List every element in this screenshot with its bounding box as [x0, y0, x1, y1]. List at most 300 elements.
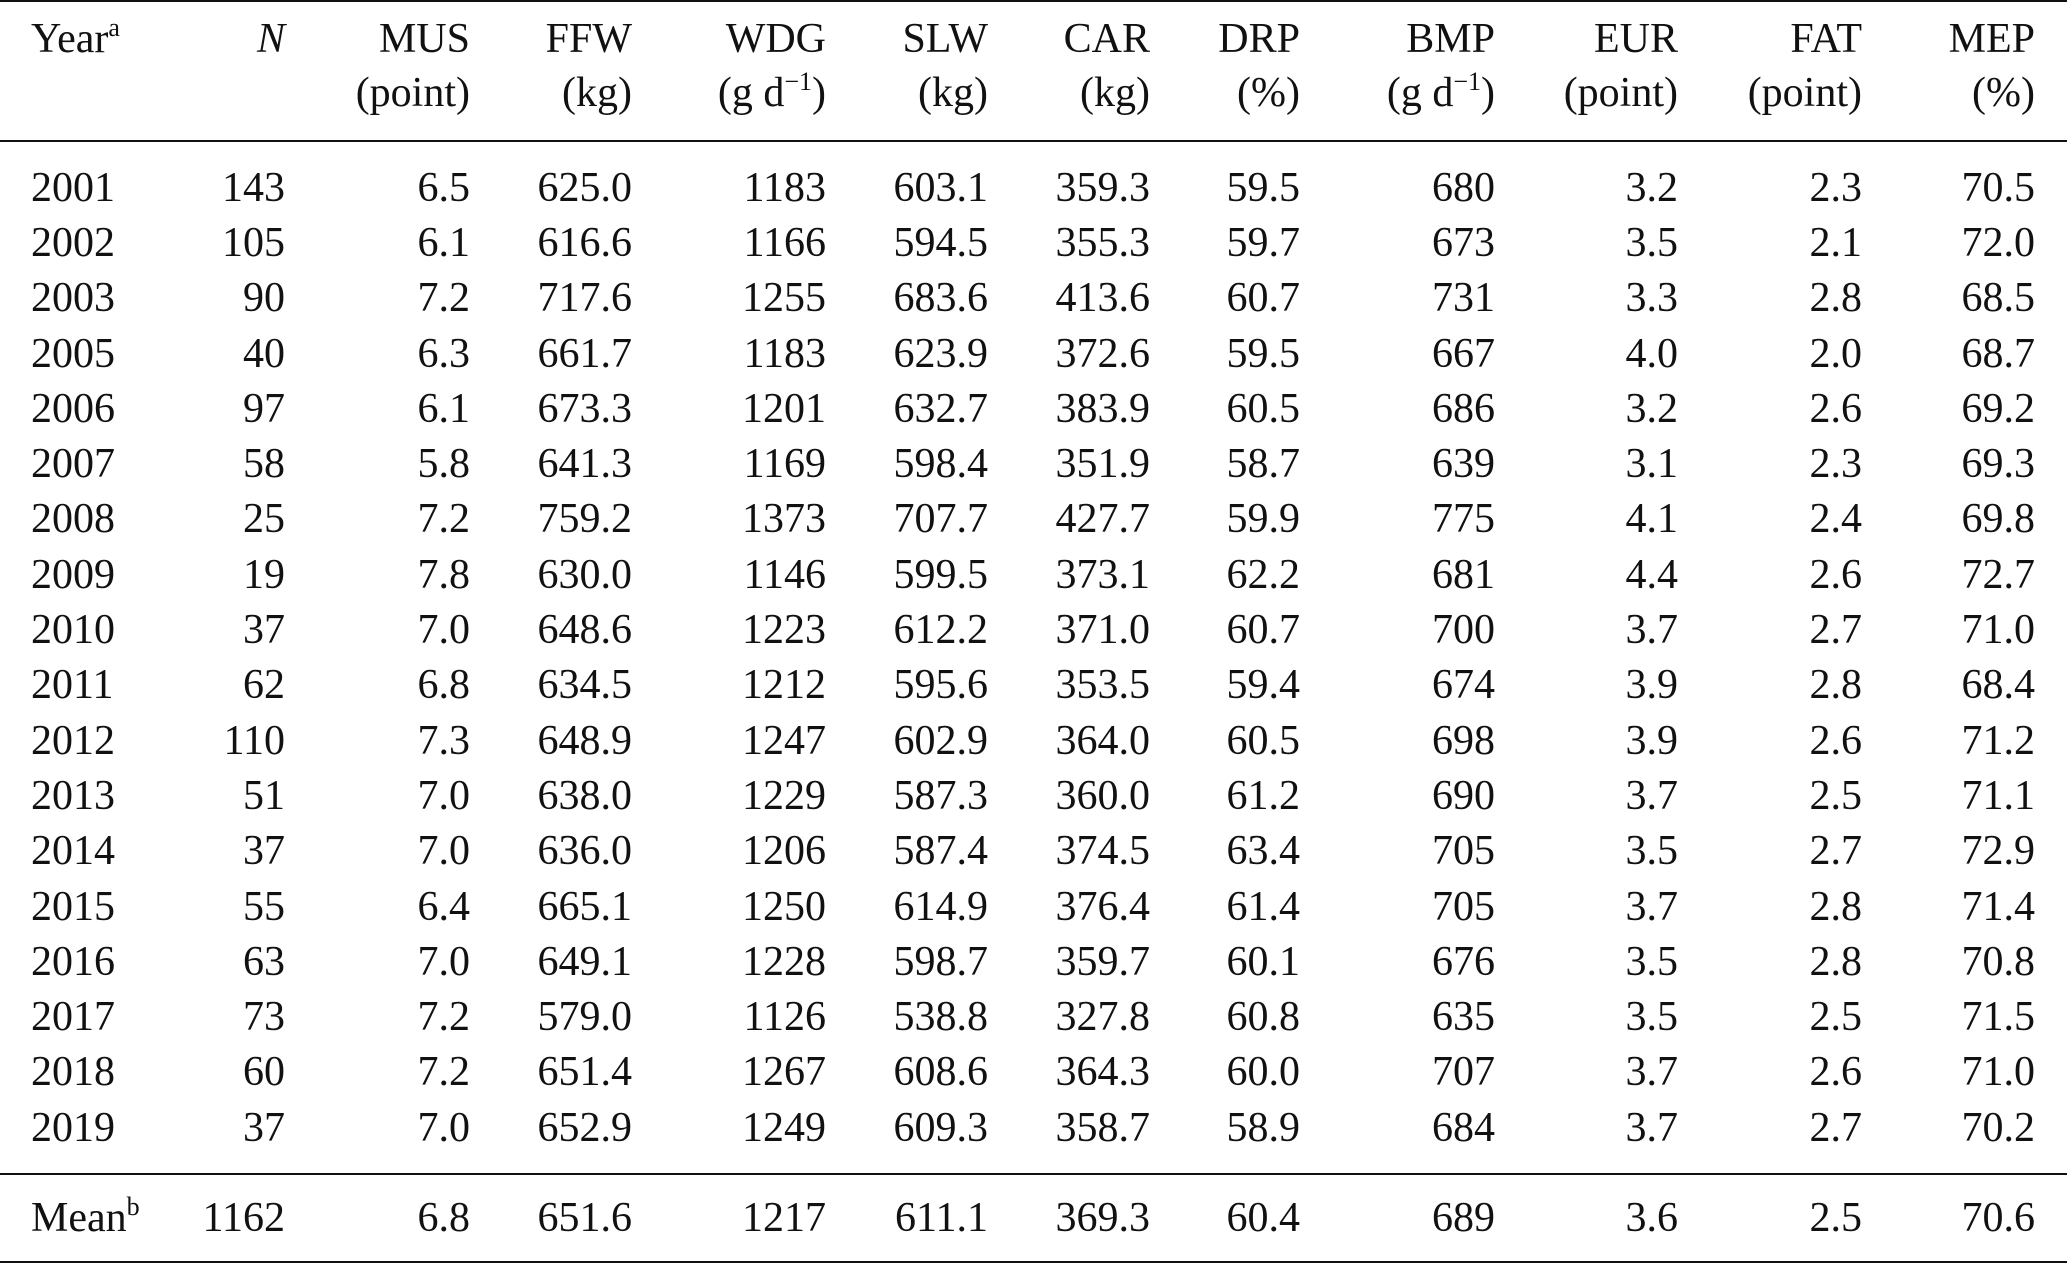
value-cell: 636.0	[537, 828, 632, 875]
value-cell: 686	[1432, 385, 1495, 432]
column-header-label: EUR	[1594, 16, 1678, 62]
value-cell: 707.7	[893, 496, 988, 543]
column-unit	[1525, 62, 1708, 141]
value-cell: 639	[1432, 441, 1495, 488]
value-cell: 3.9	[1625, 717, 1678, 764]
value-cell: 7.0	[417, 1104, 470, 1151]
spacer-cell	[0, 1155, 2067, 1174]
mean-value-cell: 689	[1330, 1174, 1525, 1262]
column-unit	[1330, 62, 1525, 141]
value-cell: 71.4	[1961, 883, 2035, 930]
value-cell: 594.5	[893, 219, 988, 266]
column-header	[1525, 1, 1708, 62]
value-cell: 4.0	[1625, 330, 1678, 377]
value-cell: 383.9	[1055, 385, 1150, 432]
column-unit	[200, 62, 315, 141]
unit-label: (point)	[1747, 70, 1862, 116]
value-cell: 37	[243, 1104, 285, 1151]
value-cell: 68.4	[1961, 662, 2035, 709]
column-header	[315, 1, 500, 62]
value-cell: 413.6	[1055, 275, 1150, 322]
value-cell: 1247	[742, 717, 826, 764]
column-unit	[1708, 62, 1892, 141]
value-cell: 73	[243, 994, 285, 1041]
column-header	[856, 1, 1018, 62]
value-cell: 638.0	[537, 772, 632, 819]
column-header-label: WDG	[725, 16, 826, 62]
value-cell: 648.6	[537, 607, 632, 654]
value-cell: 7.0	[417, 828, 470, 875]
value-cell: 58	[243, 441, 285, 488]
value-cell: 353.5	[1055, 662, 1150, 709]
value-cell: 68.5	[1961, 275, 2035, 322]
value-cell: 7.0	[417, 772, 470, 819]
value-cell: 359.7	[1055, 938, 1150, 985]
value-cell: 598.7	[893, 938, 988, 985]
value-cell: 1169	[743, 441, 826, 488]
value-cell: 25	[243, 496, 285, 543]
value-cell: 2.8	[1809, 883, 1862, 930]
year-cell: 2002	[31, 219, 115, 266]
value-cell: 630.0	[537, 551, 632, 598]
value-cell: 1373	[742, 496, 826, 543]
value-cell: 7.0	[417, 938, 470, 985]
table-row	[0, 141, 2067, 215]
value-cell: 5.8	[417, 441, 470, 488]
value-cell: 599.5	[893, 551, 988, 598]
value-cell: 602.9	[893, 717, 988, 764]
value-cell: 372.6	[1055, 330, 1150, 377]
value-cell: 63.4	[1226, 828, 1300, 875]
column-unit	[500, 62, 662, 141]
value-cell: 3.5	[1625, 938, 1678, 985]
value-cell: 667	[1432, 330, 1495, 377]
unit-label: (%)	[1237, 70, 1300, 116]
value-cell: 661.7	[537, 330, 632, 377]
value-cell: 705	[1432, 828, 1495, 875]
column-header	[662, 1, 856, 62]
value-cell: 3.7	[1625, 1049, 1678, 1096]
value-cell: 587.3	[893, 772, 988, 819]
value-cell: 360.0	[1055, 772, 1150, 819]
value-cell: 2.3	[1809, 441, 1862, 488]
mean-value-cell: 369.3	[1018, 1174, 1180, 1262]
year-cell: 2016	[31, 938, 115, 985]
value-cell: 60.5	[1226, 385, 1300, 432]
value-cell: 1206	[742, 828, 826, 875]
value-cell: 673	[1432, 219, 1495, 266]
value-cell: 59.9	[1226, 496, 1300, 543]
value-cell: 1146	[743, 551, 826, 598]
value-cell: 3.7	[1625, 607, 1678, 654]
value-cell: 62.2	[1226, 551, 1300, 598]
value-cell: 143	[222, 164, 285, 211]
value-cell: 7.3	[417, 717, 470, 764]
table-row	[0, 602, 2067, 657]
column-header-label: CAR	[1063, 16, 1150, 62]
value-cell: 71.0	[1961, 1049, 2035, 1096]
value-cell: 60.5	[1226, 717, 1300, 764]
year-cell: 2010	[31, 607, 115, 654]
value-cell: 775	[1432, 496, 1495, 543]
value-cell: 97	[243, 385, 285, 432]
table-row	[0, 989, 2067, 1044]
column-header	[1330, 1, 1525, 62]
value-cell: 110	[223, 717, 285, 764]
year-cell: 2013	[31, 772, 115, 819]
value-cell: 70.8	[1961, 938, 2035, 985]
value-cell: 2.7	[1809, 1104, 1862, 1151]
value-cell: 69.2	[1961, 385, 2035, 432]
value-cell: 1201	[742, 385, 826, 432]
column-header	[0, 1, 200, 62]
value-cell: 705	[1432, 883, 1495, 930]
column-header	[1708, 1, 1892, 62]
value-cell: 538.8	[893, 994, 988, 1041]
table-row	[0, 271, 2067, 326]
footnote-marker: b	[126, 1192, 140, 1222]
value-cell: 59.7	[1226, 219, 1300, 266]
value-cell: 37	[243, 607, 285, 654]
table-row	[0, 492, 2067, 547]
value-cell: 376.4	[1055, 883, 1150, 930]
value-cell: 1212	[742, 662, 826, 709]
value-cell: 60.1	[1226, 938, 1300, 985]
value-cell: 358.7	[1055, 1104, 1150, 1151]
table-row	[0, 215, 2067, 270]
value-cell: 2.0	[1809, 330, 1862, 377]
mean-value-cell: 3.6	[1525, 1174, 1708, 1262]
value-cell: 51	[243, 772, 285, 819]
value-cell: 63	[243, 938, 285, 985]
year-cell: 2014	[31, 828, 115, 875]
value-cell: 1223	[742, 607, 826, 654]
value-cell: 359.3	[1055, 164, 1150, 211]
value-cell: 2.3	[1809, 164, 1862, 211]
row-spacer	[0, 1155, 2067, 1174]
table-row	[0, 436, 2067, 491]
column-unit	[856, 62, 1018, 141]
value-cell: 19	[243, 551, 285, 598]
year-cell: 2009	[31, 551, 115, 598]
year-cell: 2003	[31, 275, 115, 322]
value-cell: 2.7	[1809, 828, 1862, 875]
value-cell: 3.5	[1625, 219, 1678, 266]
table-row	[0, 768, 2067, 823]
value-cell: 2.1	[1809, 219, 1862, 266]
value-cell: 7.2	[417, 1049, 470, 1096]
value-cell: 676	[1432, 938, 1495, 985]
value-cell: 1255	[742, 275, 826, 322]
column-header	[1018, 1, 1180, 62]
column-header-label: FFW	[545, 16, 632, 62]
value-cell: 700	[1432, 607, 1495, 654]
year-cell: 2018	[31, 1049, 115, 1096]
value-cell: 1249	[742, 1104, 826, 1151]
unit-label: (%)	[1972, 70, 2035, 116]
value-cell: 625.0	[537, 164, 632, 211]
value-cell: 90	[243, 275, 285, 322]
value-cell: 72.7	[1961, 551, 2035, 598]
value-cell: 2.7	[1809, 607, 1862, 654]
unit-label: (point)	[1563, 70, 1678, 116]
value-cell: 3.1	[1625, 441, 1678, 488]
table-row	[0, 326, 2067, 381]
year-cell: 2012	[31, 717, 115, 764]
value-cell: 651.4	[537, 1049, 632, 1096]
value-cell: 71.2	[1961, 717, 2035, 764]
year-cell: 2005	[31, 330, 115, 377]
value-cell: 327.8	[1055, 994, 1150, 1041]
value-cell: 364.0	[1055, 717, 1150, 764]
value-cell: 7.8	[417, 551, 470, 598]
value-cell: 7.2	[417, 496, 470, 543]
table-row	[0, 1100, 2067, 1155]
column-unit	[662, 62, 856, 141]
value-cell: 7.2	[417, 275, 470, 322]
value-cell: 427.7	[1055, 496, 1150, 543]
value-cell: 612.2	[893, 607, 988, 654]
value-cell: 608.6	[893, 1049, 988, 1096]
value-cell: 707	[1432, 1049, 1495, 1096]
value-cell: 673.3	[537, 385, 632, 432]
mean-row	[0, 1174, 2067, 1262]
value-cell: 2.8	[1809, 275, 1862, 322]
value-cell: 69.3	[1961, 441, 2035, 488]
value-cell: 1228	[742, 938, 826, 985]
unit-label: (kg)	[1080, 70, 1150, 116]
value-cell: 4.1	[1625, 496, 1678, 543]
value-cell: 71.1	[1961, 772, 2035, 819]
value-cell: 373.1	[1055, 551, 1150, 598]
column-header-label: N	[256, 16, 285, 62]
value-cell: 1250	[742, 883, 826, 930]
column-header-label: FAT	[1790, 16, 1862, 62]
value-cell: 374.5	[1055, 828, 1150, 875]
value-cell: 72.9	[1961, 828, 2035, 875]
value-cell: 684	[1432, 1104, 1495, 1151]
value-cell: 3.7	[1625, 1104, 1678, 1151]
value-cell: 616.6	[537, 219, 632, 266]
value-cell: 759.2	[537, 496, 632, 543]
value-cell: 634.5	[537, 662, 632, 709]
value-cell: 2.6	[1809, 385, 1862, 432]
column-header-label: BMP	[1406, 16, 1495, 62]
value-cell: 6.1	[417, 219, 470, 266]
value-cell: 71.5	[1961, 994, 2035, 1041]
column-unit	[1018, 62, 1180, 141]
value-cell: 598.4	[893, 441, 988, 488]
header-row-names	[0, 1, 2067, 62]
value-cell: 3.2	[1625, 385, 1678, 432]
column-header	[200, 1, 315, 62]
value-cell: 72.0	[1961, 219, 2035, 266]
value-cell: 105	[222, 219, 285, 266]
value-cell: 59.4	[1226, 662, 1300, 709]
value-cell: 2.5	[1809, 772, 1862, 819]
value-cell: 4.4	[1625, 551, 1678, 598]
year-cell: 2001	[31, 164, 115, 211]
value-cell: 690	[1432, 772, 1495, 819]
unit-label: (g d	[1386, 70, 1454, 116]
table-row	[0, 879, 2067, 934]
value-cell: 2.6	[1809, 1049, 1862, 1096]
mean-value-cell: 2.5	[1708, 1174, 1892, 1262]
value-cell: 3.3	[1625, 275, 1678, 322]
footnote-marker: a	[108, 13, 120, 42]
table-row	[0, 1045, 2067, 1100]
value-cell: 70.2	[1961, 1104, 2035, 1151]
mean-value-cell: 1162	[200, 1174, 315, 1262]
value-cell: 7.2	[417, 994, 470, 1041]
year-cell: 2008	[31, 496, 115, 543]
value-cell: 7.0	[417, 607, 470, 654]
value-cell: 6.8	[417, 662, 470, 709]
value-cell: 59.5	[1226, 164, 1300, 211]
column-header-label: DRP	[1218, 16, 1300, 62]
value-cell: 2.8	[1809, 662, 1862, 709]
header-row-units	[0, 62, 2067, 141]
value-cell: 1166	[743, 219, 826, 266]
table-row	[0, 658, 2067, 713]
year-cell: 2015	[31, 883, 115, 930]
year-cell: 2007	[31, 441, 115, 488]
value-cell: 603.1	[893, 164, 988, 211]
value-cell: 665.1	[537, 883, 632, 930]
mean-label: Mean	[31, 1195, 127, 1242]
column-unit	[0, 62, 200, 141]
table-footer	[0, 1174, 2067, 1262]
year-cell: 2017	[31, 994, 115, 1041]
value-cell: 6.3	[417, 330, 470, 377]
column-unit	[1180, 62, 1330, 141]
value-cell: 61.4	[1226, 883, 1300, 930]
unit-close: )	[1481, 70, 1495, 116]
value-cell: 652.9	[537, 1104, 632, 1151]
table-header	[0, 1, 2067, 141]
value-cell: 2.6	[1809, 551, 1862, 598]
value-cell: 1183	[743, 164, 826, 211]
value-cell: 1267	[742, 1049, 826, 1096]
value-cell: 40	[243, 330, 285, 377]
column-header-label: Year	[31, 16, 109, 62]
value-cell: 683.6	[893, 275, 988, 322]
value-cell: 3.2	[1625, 164, 1678, 211]
mean-label-cell	[0, 1174, 200, 1262]
value-cell: 698	[1432, 717, 1495, 764]
column-header	[1180, 1, 1330, 62]
value-cell: 614.9	[893, 883, 988, 930]
value-cell: 680	[1432, 164, 1495, 211]
value-cell: 62	[243, 662, 285, 709]
value-cell: 623.9	[893, 330, 988, 377]
value-cell: 58.7	[1226, 441, 1300, 488]
value-cell: 60.7	[1226, 607, 1300, 654]
value-cell: 2.8	[1809, 938, 1862, 985]
value-cell: 68.7	[1961, 330, 2035, 377]
value-cell: 59.5	[1226, 330, 1300, 377]
value-cell: 635	[1432, 994, 1495, 1041]
table-body	[0, 141, 2067, 1174]
mean-value-cell: 611.1	[856, 1174, 1018, 1262]
year-cell: 2019	[31, 1104, 115, 1151]
unit-exponent: −1	[784, 67, 812, 96]
value-cell: 3.7	[1625, 772, 1678, 819]
value-cell: 37	[243, 828, 285, 875]
column-header-label: MEP	[1948, 16, 2035, 62]
column-unit	[1892, 62, 2067, 141]
value-cell: 60.0	[1226, 1049, 1300, 1096]
unit-exponent: −1	[1453, 67, 1481, 96]
value-cell: 6.1	[417, 385, 470, 432]
value-cell: 1229	[742, 772, 826, 819]
value-cell: 648.9	[537, 717, 632, 764]
value-cell: 2.6	[1809, 717, 1862, 764]
value-cell: 717.6	[537, 275, 632, 322]
value-cell: 609.3	[893, 1104, 988, 1151]
value-cell: 58.9	[1226, 1104, 1300, 1151]
unit-label: (kg)	[918, 70, 988, 116]
unit-close: )	[812, 70, 826, 116]
year-cell: 2011	[31, 662, 114, 709]
value-cell: 69.8	[1961, 496, 2035, 543]
column-unit	[315, 62, 500, 141]
column-header	[1892, 1, 2067, 62]
mean-value-cell: 651.6	[500, 1174, 662, 1262]
value-cell: 60.8	[1226, 994, 1300, 1041]
value-cell: 61.2	[1226, 772, 1300, 819]
unit-label: (g d	[717, 70, 785, 116]
table-row	[0, 824, 2067, 879]
table-row	[0, 381, 2067, 436]
value-cell: 2.4	[1809, 496, 1862, 543]
value-cell: 641.3	[537, 441, 632, 488]
column-header-label: MUS	[378, 16, 470, 62]
value-cell: 55	[243, 883, 285, 930]
value-cell: 364.3	[1055, 1049, 1150, 1096]
value-cell: 587.4	[893, 828, 988, 875]
value-cell: 681	[1432, 551, 1495, 598]
value-cell: 3.7	[1625, 883, 1678, 930]
mean-value-cell: 1217	[662, 1174, 856, 1262]
value-cell: 1183	[743, 330, 826, 377]
value-cell: 3.5	[1625, 828, 1678, 875]
table-row	[0, 713, 2067, 768]
value-cell: 3.5	[1625, 994, 1678, 1041]
value-cell: 355.3	[1055, 219, 1150, 266]
value-cell: 3.9	[1625, 662, 1678, 709]
year-cell: 2006	[31, 385, 115, 432]
value-cell: 632.7	[893, 385, 988, 432]
mean-value-cell: 60.4	[1180, 1174, 1330, 1262]
value-cell: 60	[243, 1049, 285, 1096]
value-cell: 649.1	[537, 938, 632, 985]
mean-value-cell: 70.6	[1892, 1174, 2067, 1262]
value-cell: 71.0	[1961, 607, 2035, 654]
value-cell: 6.4	[417, 883, 470, 930]
value-cell: 595.6	[893, 662, 988, 709]
value-cell: 70.5	[1961, 164, 2035, 211]
value-cell: 1126	[743, 994, 826, 1041]
value-cell: 2.5	[1809, 994, 1862, 1041]
unit-label: (point)	[355, 70, 470, 116]
value-cell: 6.5	[417, 164, 470, 211]
unit-label: (kg)	[562, 70, 632, 116]
value-cell: 674	[1432, 662, 1495, 709]
value-cell: 351.9	[1055, 441, 1150, 488]
value-cell: 579.0	[537, 994, 632, 1041]
mean-value-cell: 6.8	[315, 1174, 500, 1262]
